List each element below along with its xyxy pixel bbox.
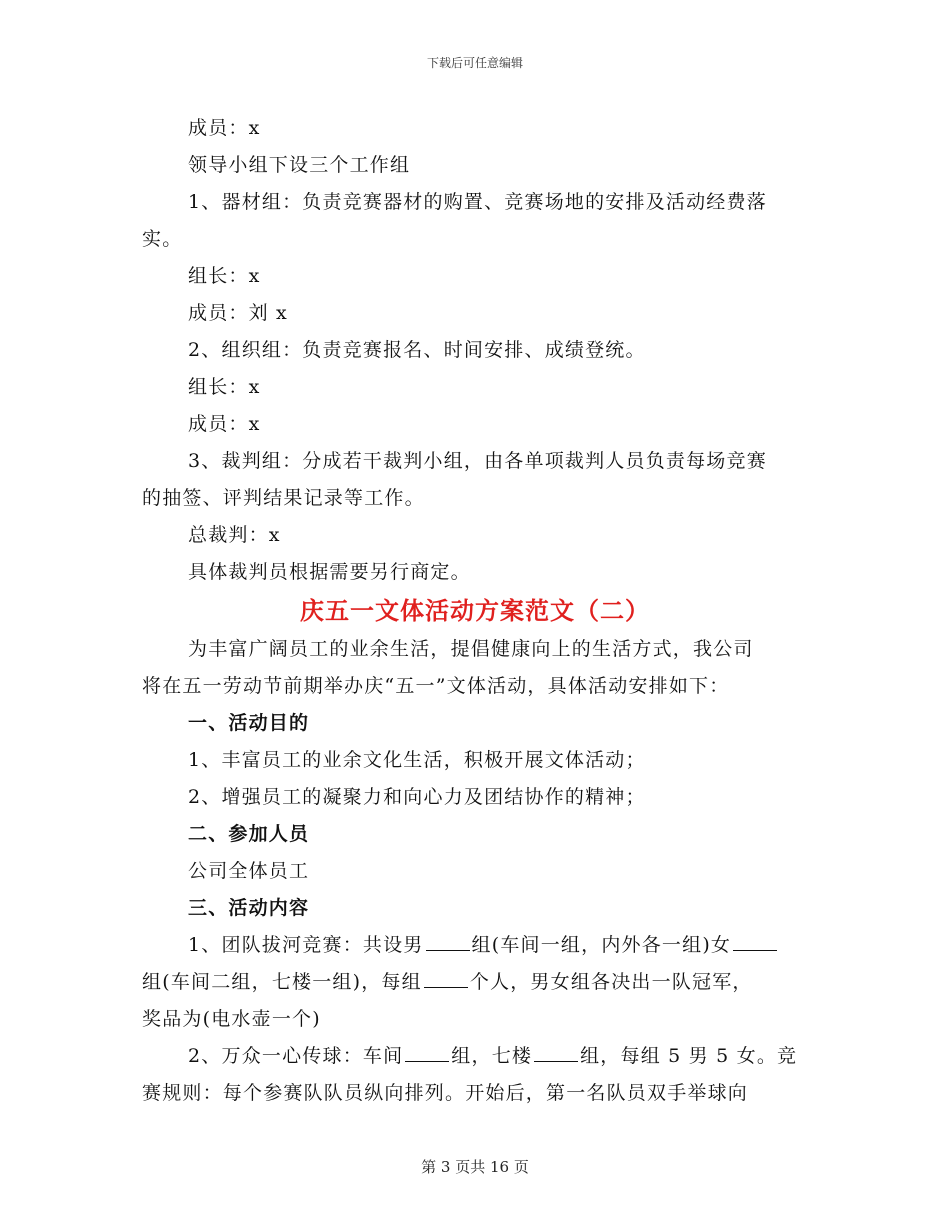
paragraph: 具体裁判员根据需要另行商定。 [188,561,471,583]
heading: 一、活动目的 [188,712,310,734]
paragraph: 成员：x [188,117,261,139]
paragraph: 成员：刘 x [188,302,288,324]
text-span: 组(车间二组，七楼一组)，每组 [142,971,422,993]
heading: 二、参加人员 [188,823,310,845]
paragraph: 奖品为(电水壶一个) [142,1008,321,1030]
paragraph [142,927,808,964]
paragraph: 公司全体员工 [188,860,310,882]
text-span: 1、团队拔河竞赛：共设男 [188,934,424,956]
text-span: 组，每组 5 男 5 女。竞 [580,1045,798,1067]
fill-blank [534,1043,578,1062]
paragraph: 1、丰富员工的业余文化生活，积极开展文体活动； [188,749,646,771]
text-span: 个人，男女组各决出一队冠军， [469,971,753,993]
paragraph: 将在五一劳动节前期举办庆“五一”文体活动，具体活动安排如下： [142,675,730,697]
text-span: 组，七楼 [451,1045,533,1067]
fill-blank [426,932,470,951]
fill-blank [424,969,468,988]
paragraph: 2、组织组：负责竞赛报名、时间安排、成绩登统。 [188,339,646,361]
paragraph: 2、增强员工的凝聚力和向心力及团结协作的精神； [188,786,646,808]
paragraph: 组长：x [188,376,261,398]
paragraph: 总裁判：x [188,524,281,546]
paragraph: 1、器材组：负责竞赛器材的购置、竞赛场地的安排及活动经费落 [188,191,767,213]
paragraph: 3、裁判组：分成若干裁判小组，由各单项裁判人员负责每场竞赛 [188,450,767,472]
page-footer: 第 3 页共 16 页 [421,1158,529,1176]
paragraph: 的抽签、评判结果记录等工作。 [142,487,425,509]
document-body [142,110,808,1112]
paragraph [142,964,808,1001]
paragraph: 领导小组下设三个工作组 [188,154,411,176]
paragraph: 组长：x [188,265,261,287]
text-span: 组(车间一组，内外各一组)女 [471,934,732,956]
fill-blank [405,1043,449,1062]
paragraph [142,1038,808,1075]
section-title: 庆五一文体活动方案范文（二） [300,596,650,625]
text-span: 2、万众一心传球：车间 [188,1045,404,1067]
page-header: 下载后可任意编辑 [426,56,523,70]
heading: 三、活动内容 [188,897,310,919]
paragraph: 为丰富广阔员工的业余生活，提倡健康向上的生活方式，我公司 [188,638,754,660]
paragraph: 实。 [142,228,183,250]
paragraph: 成员：x [188,413,261,435]
fill-blank [733,932,777,951]
paragraph: 赛规则：每个参赛队队员纵向排列。开始后，第一名队员双手举球向 [142,1082,749,1104]
